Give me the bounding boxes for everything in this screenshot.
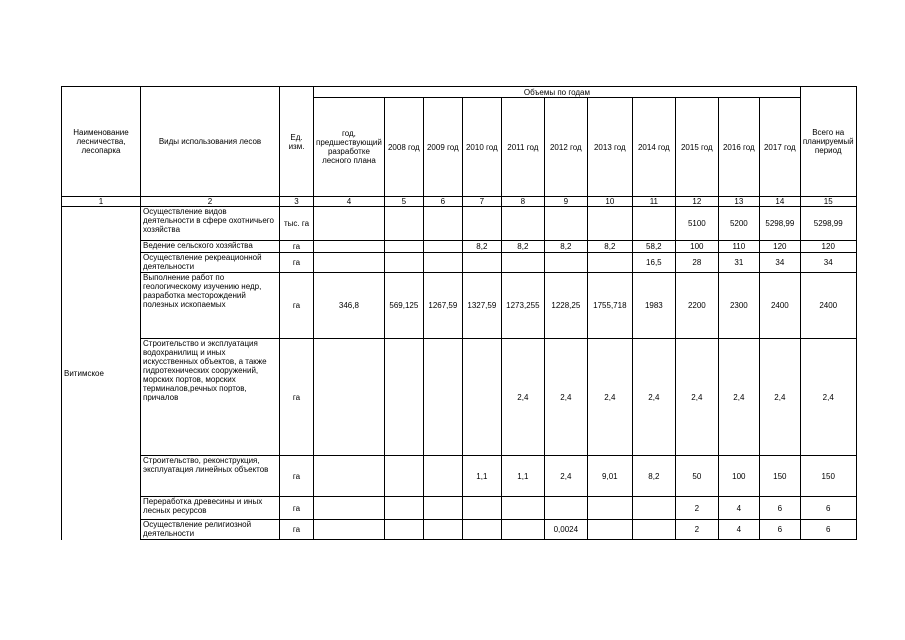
value-cell: 4 — [718, 497, 759, 520]
column-number: 5 — [384, 197, 423, 207]
value-cell: 28 — [675, 253, 718, 273]
value-cell: 346,8 — [314, 273, 385, 339]
total-cell: 5298,99 — [800, 207, 856, 241]
value-cell: 5200 — [718, 207, 759, 241]
header-year-8: 2015 год — [675, 98, 718, 197]
value-cell: 2,4 — [501, 339, 544, 456]
value-cell — [314, 456, 385, 497]
unit-cell: га — [280, 339, 314, 456]
value-cell — [384, 497, 423, 520]
table-row — [62, 339, 857, 456]
value-cell: 31 — [718, 253, 759, 273]
value-cell: 120 — [759, 241, 800, 253]
column-number: 10 — [587, 197, 632, 207]
value-cell: 110 — [718, 241, 759, 253]
column-number: 12 — [675, 197, 718, 207]
header-volumes-by-year: Объемы по годам — [314, 87, 801, 98]
table-row — [62, 497, 857, 520]
header-year-0: год, предшествующий разработке лесного плана — [314, 98, 385, 197]
column-number: 2 — [141, 197, 280, 207]
value-cell — [423, 339, 462, 456]
column-number-row — [62, 197, 857, 207]
value-cell — [314, 241, 385, 253]
value-cell: 2,4 — [544, 456, 587, 497]
forest-use-kind-cell: Строительство и эксплуатация водохранилищ и иных искусственных объектов, а также гидротехнических сооружений, морских портов, морских терминалов,речных портов, причалов — [141, 339, 280, 456]
value-cell — [462, 339, 501, 456]
column-number: 4 — [314, 197, 385, 207]
value-cell: 1983 — [632, 273, 675, 339]
value-cell — [501, 520, 544, 540]
value-cell — [587, 207, 632, 241]
value-cell — [632, 497, 675, 520]
value-cell: 9,01 — [587, 456, 632, 497]
value-cell — [544, 207, 587, 241]
value-cell: 5100 — [675, 207, 718, 241]
value-cell: 8,2 — [544, 241, 587, 253]
header-year-3: 2010 год — [462, 98, 501, 197]
value-cell — [423, 253, 462, 273]
value-cell — [423, 520, 462, 540]
value-cell — [384, 207, 423, 241]
value-cell — [501, 497, 544, 520]
column-number: 7 — [462, 197, 501, 207]
value-cell: 8,2 — [501, 241, 544, 253]
value-cell — [501, 253, 544, 273]
value-cell: 2,4 — [759, 339, 800, 456]
total-cell: 34 — [800, 253, 856, 273]
value-cell: 2 — [675, 497, 718, 520]
value-cell — [462, 520, 501, 540]
value-cell — [314, 339, 385, 456]
value-cell — [544, 497, 587, 520]
header-total: Всего на планируемый период — [800, 87, 856, 197]
total-cell: 6 — [800, 520, 856, 540]
value-cell — [587, 253, 632, 273]
value-cell: 8,2 — [587, 241, 632, 253]
value-cell: 6 — [759, 497, 800, 520]
value-cell — [384, 339, 423, 456]
value-cell — [384, 520, 423, 540]
unit-cell: га — [280, 456, 314, 497]
total-cell: 2400 — [800, 273, 856, 339]
forest-use-kind-cell: Переработка древесины и иных лесных ресурсов — [141, 497, 280, 520]
header-forest-use-kind: Виды использования лесов — [141, 87, 280, 197]
value-cell: 2,4 — [632, 339, 675, 456]
value-cell — [384, 253, 423, 273]
value-cell: 1755,718 — [587, 273, 632, 339]
total-cell: 2,4 — [800, 339, 856, 456]
value-cell: 2,4 — [675, 339, 718, 456]
column-number: 13 — [718, 197, 759, 207]
forest-use-kind-cell: Осуществление религиозной деятельности — [141, 520, 280, 540]
value-cell — [587, 497, 632, 520]
value-cell — [462, 207, 501, 241]
forest-use-kind-cell: Строительство, реконструкция, эксплуатация линейных объектов — [141, 456, 280, 497]
value-cell: 2200 — [675, 273, 718, 339]
value-cell: 8,2 — [462, 241, 501, 253]
value-cell — [632, 207, 675, 241]
value-cell: 1267,59 — [423, 273, 462, 339]
header-year-4: 2011 год — [501, 98, 544, 197]
column-number: 11 — [632, 197, 675, 207]
unit-cell: га — [280, 273, 314, 339]
value-cell: 1228,25 — [544, 273, 587, 339]
value-cell — [314, 497, 385, 520]
header-forestry-name: Наименование лесничества, лесопарка — [62, 87, 141, 197]
column-number: 8 — [501, 197, 544, 207]
value-cell: 2,4 — [718, 339, 759, 456]
value-cell — [544, 253, 587, 273]
value-cell — [462, 497, 501, 520]
value-cell: 34 — [759, 253, 800, 273]
column-number: 14 — [759, 197, 800, 207]
table-row — [62, 456, 857, 497]
value-cell: 2 — [675, 520, 718, 540]
value-cell: 16,5 — [632, 253, 675, 273]
header-year-5: 2012 год — [544, 98, 587, 197]
value-cell: 2,4 — [587, 339, 632, 456]
value-cell — [632, 520, 675, 540]
table-row — [62, 207, 857, 241]
header-year-6: 2013 год — [587, 98, 632, 197]
unit-cell: га — [280, 241, 314, 253]
column-number: 3 — [280, 197, 314, 207]
value-cell: 6 — [759, 520, 800, 540]
value-cell — [314, 520, 385, 540]
forestry-name-cell: Витимское — [62, 207, 141, 540]
total-cell: 150 — [800, 456, 856, 497]
forest-use-kind-cell: Осуществление видов деятельности в сфере охотничьего хозяйства — [141, 207, 280, 241]
value-cell: 1327,59 — [462, 273, 501, 339]
value-cell — [423, 456, 462, 497]
forest-use-kind-cell: Выполнение работ по геологическому изучению недр, разработка месторождений полезных ископаемых — [141, 273, 280, 339]
header-year-9: 2016 год — [718, 98, 759, 197]
table-body — [62, 207, 857, 540]
table-row — [62, 253, 857, 273]
value-cell: 100 — [675, 241, 718, 253]
value-cell: 0,0024 — [544, 520, 587, 540]
header-year-2: 2009 год — [423, 98, 462, 197]
value-cell: 1,1 — [501, 456, 544, 497]
column-number: 15 — [800, 197, 856, 207]
unit-cell: тыс. га — [280, 207, 314, 241]
value-cell: 1,1 — [462, 456, 501, 497]
column-number: 1 — [62, 197, 141, 207]
header-year-1: 2008 год — [384, 98, 423, 197]
value-cell: 4 — [718, 520, 759, 540]
value-cell: 50 — [675, 456, 718, 497]
value-cell: 1273,255 — [501, 273, 544, 339]
value-cell — [462, 253, 501, 273]
value-cell — [587, 520, 632, 540]
value-cell: 58,2 — [632, 241, 675, 253]
value-cell: 2300 — [718, 273, 759, 339]
table-row — [62, 520, 857, 540]
unit-cell: га — [280, 520, 314, 540]
total-cell: 120 — [800, 241, 856, 253]
value-cell — [501, 207, 544, 241]
value-cell: 5298,99 — [759, 207, 800, 241]
unit-cell: га — [280, 253, 314, 273]
value-cell — [423, 241, 462, 253]
total-cell: 6 — [800, 497, 856, 520]
value-cell — [423, 207, 462, 241]
table-row — [62, 241, 857, 253]
value-cell: 2,4 — [544, 339, 587, 456]
value-cell: 8,2 — [632, 456, 675, 497]
header-unit: Ед. изм. — [280, 87, 314, 197]
value-cell — [314, 207, 385, 241]
value-cell: 2400 — [759, 273, 800, 339]
value-cell — [314, 253, 385, 273]
value-cell: 569,125 — [384, 273, 423, 339]
value-cell: 150 — [759, 456, 800, 497]
unit-cell: га — [280, 497, 314, 520]
header-year-10: 2017 год — [759, 98, 800, 197]
value-cell: 100 — [718, 456, 759, 497]
header-year-7: 2014 год — [632, 98, 675, 197]
forest-use-table — [61, 86, 857, 540]
column-number: 9 — [544, 197, 587, 207]
table-row — [62, 273, 857, 339]
forest-use-kind-cell: Ведение сельского хозяйства — [141, 241, 280, 253]
value-cell — [384, 241, 423, 253]
value-cell — [384, 456, 423, 497]
forest-use-kind-cell: Осуществление рекреационной деятельности — [141, 253, 280, 273]
value-cell — [423, 497, 462, 520]
column-number: 6 — [423, 197, 462, 207]
